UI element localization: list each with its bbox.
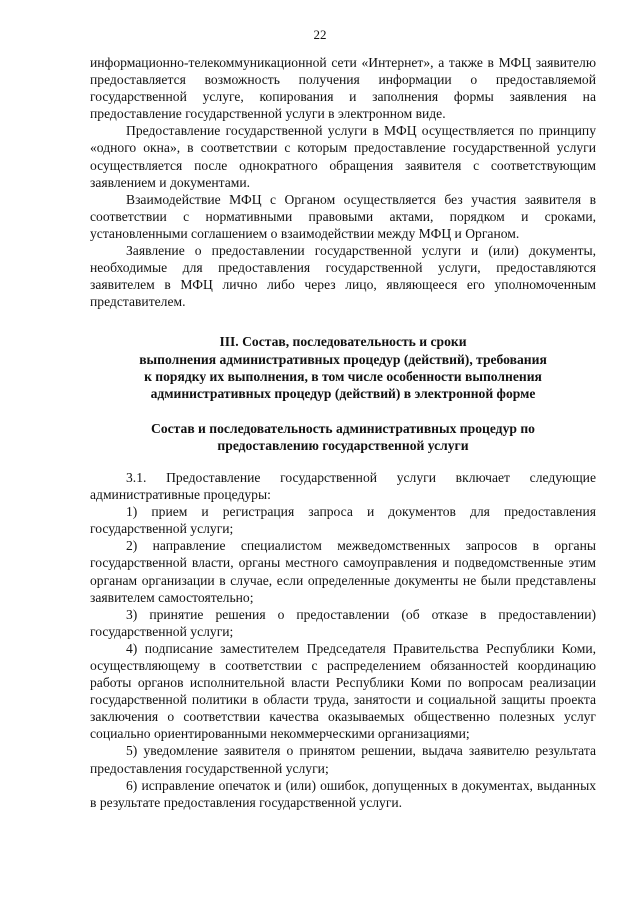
list-item: 3) принятие решения о предоставлении (об отказе в предоставлении) государственной услуги;: [90, 606, 596, 639]
subsection-heading: [90, 420, 596, 454]
section-heading: [90, 333, 596, 401]
paragraph: Предоставление государственной услуги в МФЦ осуществляется по принципу «одного окна», в соответствии с которым предоставление государственной услуги осуществляется после однократного обращения заявителя с соответствующим заявлением и документами.: [90, 123, 596, 190]
list-item: 2) направление специалистом межведомственных запросов в органы государственной власти, органы местного самоуправления и подведомственные этим органам организации в случае, если определенные документы не были представлены заявителем самостоятельно;: [90, 538, 596, 605]
list-item: 6) исправление опечаток и (или) ошибок, допущенных в документах, выданных в результате предоставления государственной услуги.: [90, 777, 596, 810]
page-number: 22: [313, 27, 327, 42]
subsection-heading-line: Состав и последовательность административных процедур по: [151, 420, 535, 436]
section-heading-line: III. Состав, последовательность и сроки: [219, 334, 467, 350]
section-heading-line: выполнения административных процедур (действий), требования: [139, 351, 547, 367]
section-heading-line: к порядку их выполнения, в том числе особенности выполнения: [144, 368, 542, 384]
list-item: 1) прием и регистрация запроса и документов для предоставления государственной услуги;: [90, 504, 596, 537]
list-item: 4) подписание заместителем Председателя Правительства Республики Коми, осуществляющему в соответствии с распределением обязанностей координацию работы органов исполнительной власти Республики Коми по вопросам реализации государственной политики в области труда, занятости и социальной защиты проекта заключения о соответствии качества оказываемых общественно полезных услуг социально ориентированными некоммерческими организациями;: [90, 640, 596, 742]
paragraph: 3.1. Предоставление государственной услуги включает следующие административные процедуры:: [90, 469, 596, 503]
page-content: [90, 54, 596, 811]
subsection-heading-line: предоставлению государственной услуги: [217, 437, 469, 453]
list-item: 5) уведомление заявителя о принятом решении, выдача заявителю результата предоставления государственной услуги;: [90, 743, 596, 776]
section-heading-line: административных процедур (действий) в электронной форме: [150, 385, 536, 401]
paragraph: Заявление о предоставлении государственной услуги и (или) документы, необходимые для предоставления государственной услуги, предоставляются заявителем в МФЦ лично либо через лицо, являющееся его уполномоченным представителем.: [90, 243, 596, 310]
paragraph: Взаимодействие МФЦ с Органом осуществляется без участия заявителя в соответствии с нормативными правовыми актами, порядком и сроками, установленными соглашением о взаимодействии между МФЦ и Органом.: [90, 191, 596, 241]
paragraph: информационно-телекоммуникационной сети «Интернет», а также в МФЦ заявителю предоставляется возможность получения информации о предоставляемой государственной услуге, копирования и заполнения формы заявления на предоставление государственной услуги в электронном виде.: [90, 55, 596, 122]
